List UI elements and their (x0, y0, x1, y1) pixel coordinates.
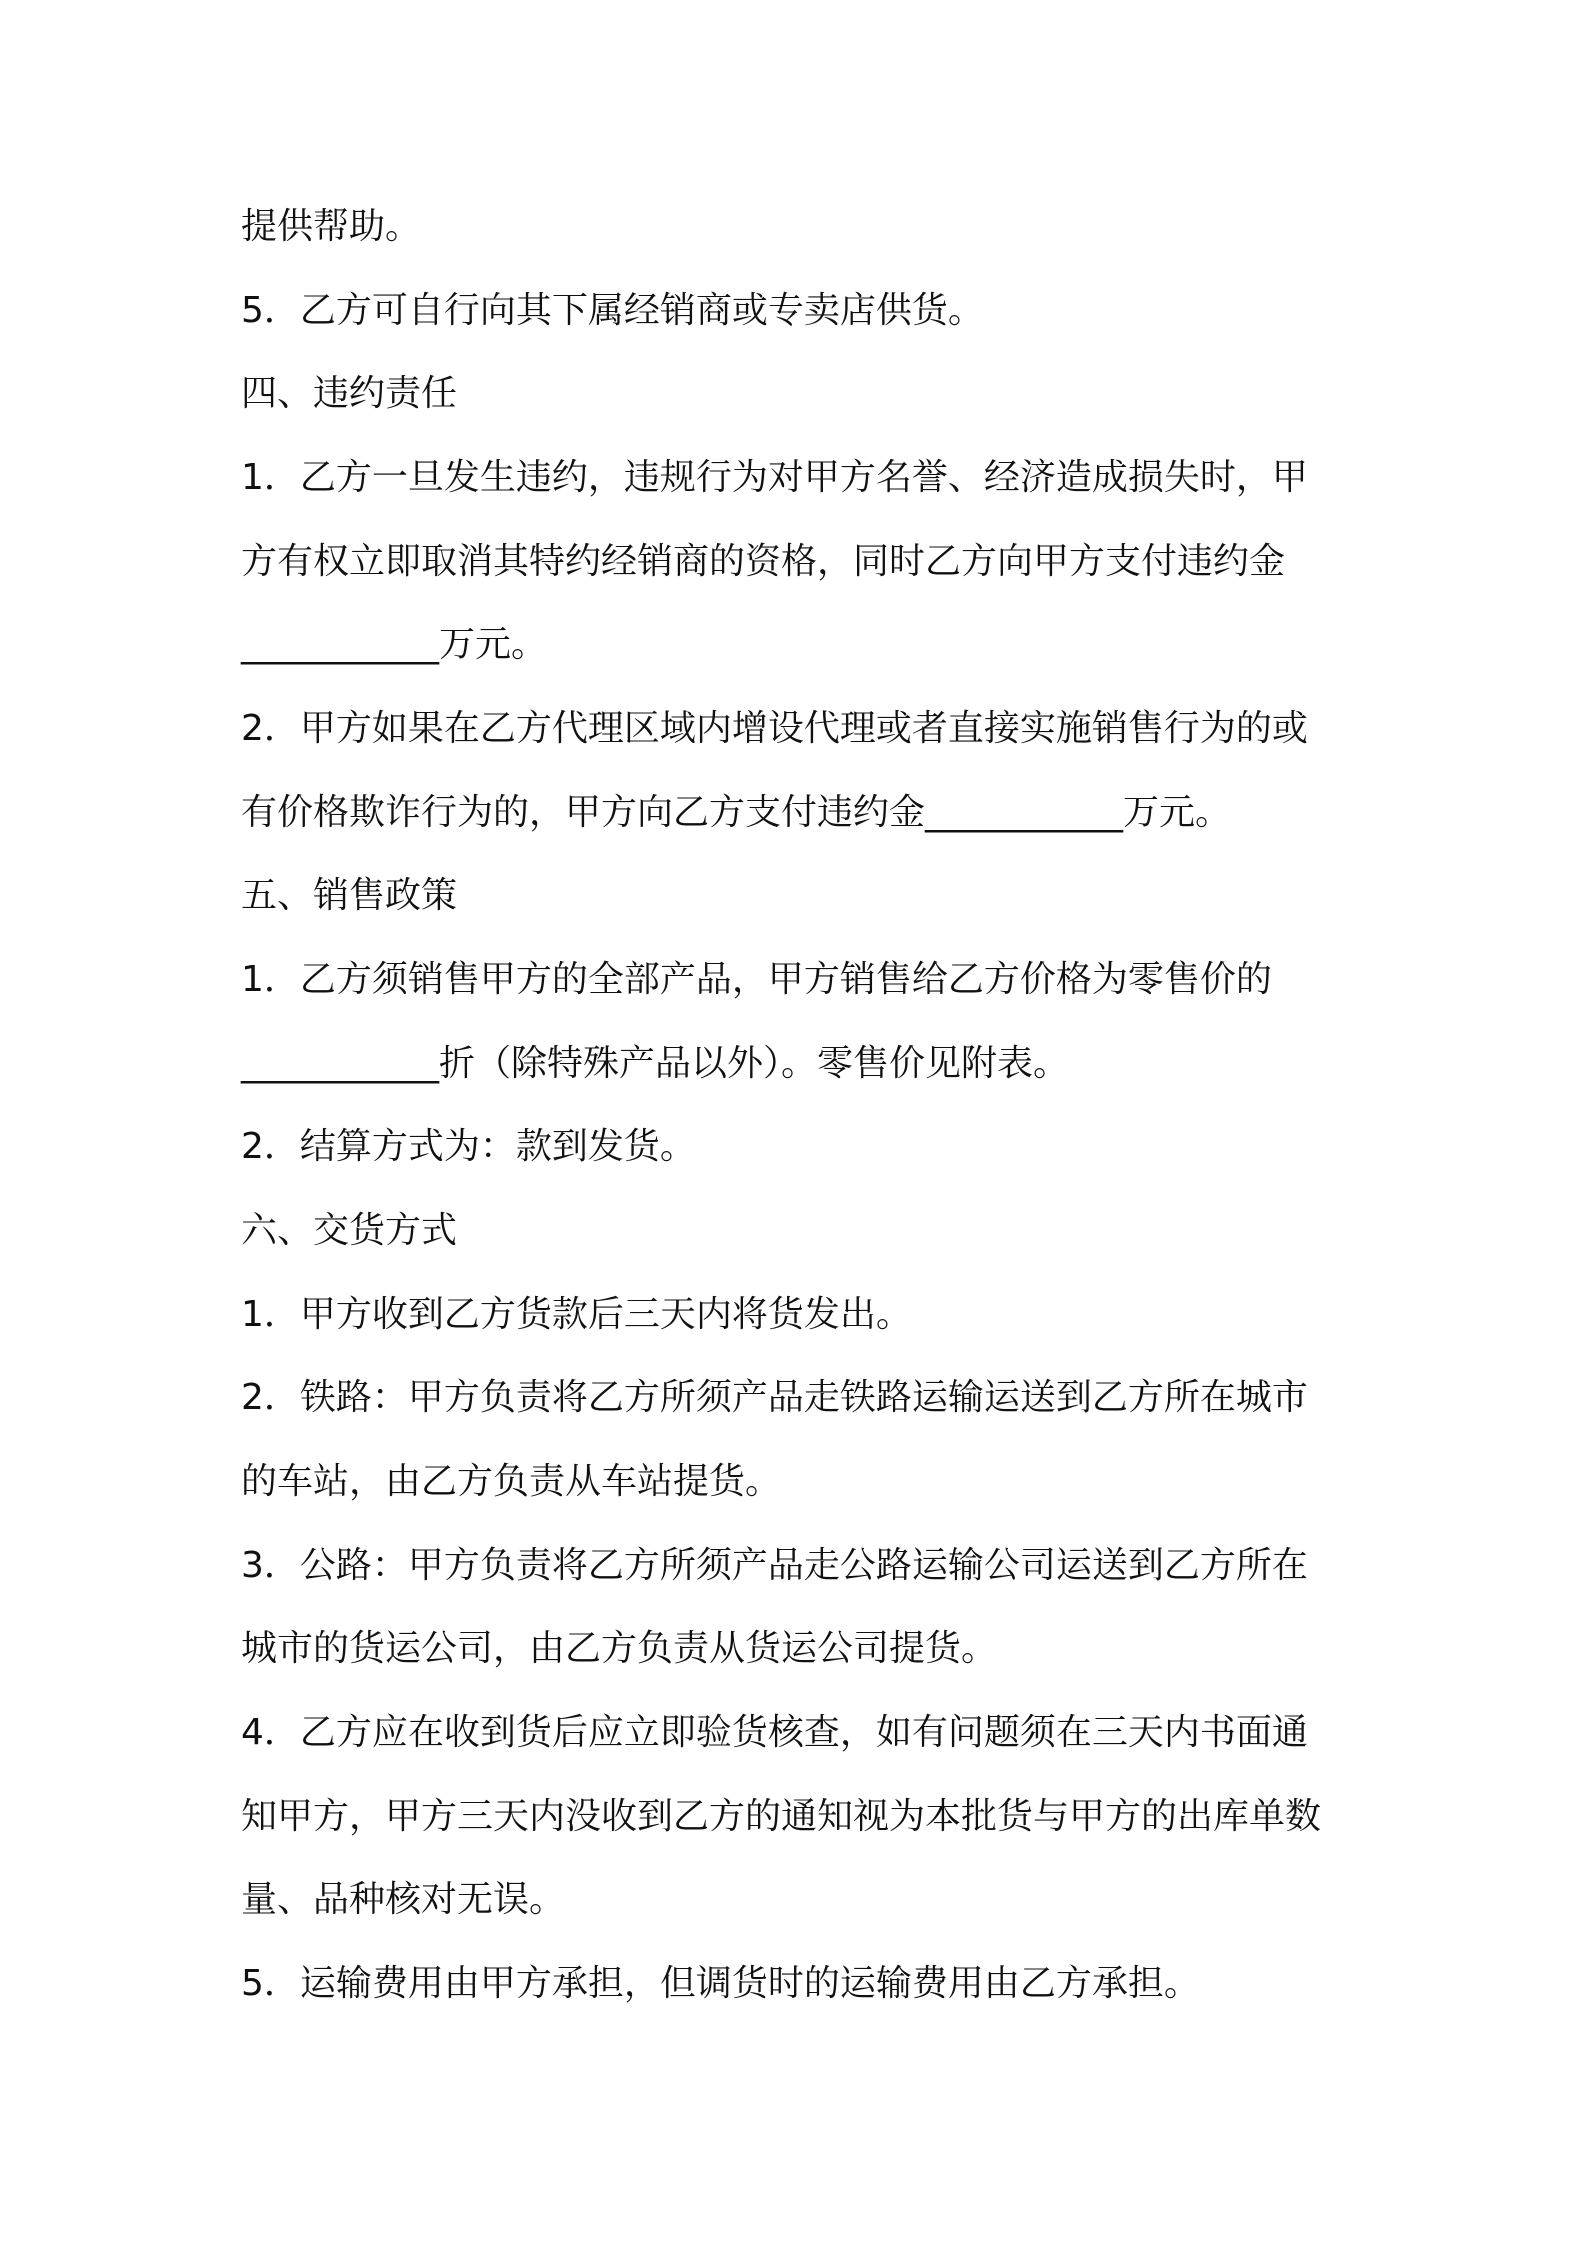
clause-delivery-5: 5．运输费用由甲方承担，但调货时的运输费用由乙方承担。 (241, 1963, 1200, 2004)
clause-delivery-1: 1．甲方收到乙方货款后三天内将货发出。 (241, 1294, 912, 1335)
clause-delivery-4-line-2: 知甲方，甲方三天内没收到乙方的通知视为本批货与甲方的出库单数 (241, 1796, 1322, 1837)
clause-delivery-2-line-1: 2．铁路：甲方负责将乙方所须产品走铁路运输运送到乙方所在城市 (241, 1377, 1308, 1418)
clause-sales-2: 2．结算方式为：款到发货。 (241, 1126, 696, 1167)
section-heading-delivery: 六、交货方式 (241, 1210, 458, 1251)
clause-delivery-3-line-2: 城市的货运公司，由乙方负责从货运公司提货。 (241, 1628, 998, 1669)
clause-delivery-4-line-1: 4．乙方应在收到货后应立即验货核查，如有问题须在三天内书面通 (241, 1712, 1308, 1753)
section-heading-sales-policy: 五、销售政策 (241, 875, 458, 916)
clause-4-5: 5．乙方可自行向其下属经销商或专卖店供货。 (241, 290, 984, 331)
text-line: 提供帮助。 (241, 206, 422, 247)
clause-delivery-2-line-2: 的车站，由乙方负责从车站提货。 (241, 1461, 782, 1502)
clause-sales-1-line-1: 1．乙方须销售甲方的全部产品，甲方销售给乙方价格为零售价的 (241, 959, 1272, 1000)
clause-breach-2-line-1: 2．甲方如果在乙方代理区域内增设代理或者直接实施销售行为的或 (241, 708, 1308, 749)
clause-breach-2-line-2: 有价格欺诈行为的，甲方向乙方支付违约金___________万元。 (241, 792, 1232, 833)
clause-breach-1-line-1: 1．乙方一旦发生违约，违规行为对甲方名誉、经济造成损失时，甲 (241, 457, 1308, 498)
clause-sales-1-line-2: ___________折（除特殊产品以外）。零售价见附表。 (241, 1043, 1070, 1084)
clause-breach-1-line-3: ___________万元。 (241, 624, 548, 665)
clause-delivery-4-line-3: 量、品种核对无误。 (241, 1879, 566, 1920)
clause-delivery-3-line-1: 3．公路：甲方负责将乙方所须产品走公路运输公司运送到乙方所在 (241, 1545, 1308, 1586)
section-heading-breach-liability: 四、违约责任 (241, 373, 458, 414)
clause-breach-1-line-2: 方有权立即取消其特约经销商的资格，同时乙方向甲方支付违约金 (241, 541, 1286, 582)
